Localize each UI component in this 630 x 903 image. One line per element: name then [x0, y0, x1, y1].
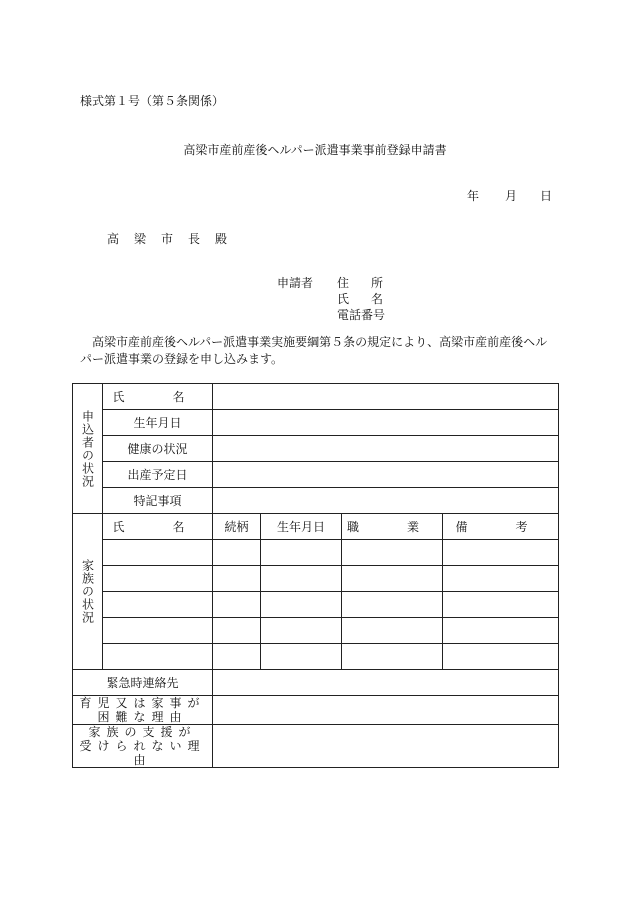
family-occupation-cell[interactable]: [342, 644, 443, 670]
childcare-reason-cell[interactable]: [213, 696, 559, 725]
childcare-reason-label: [73, 696, 213, 725]
form-number: 様式第１号（第５条関係）: [80, 94, 225, 108]
date-year-label: 年: [467, 189, 480, 203]
applicant-row-label: 生年月日: [103, 410, 213, 436]
family-birthdate-cell[interactable]: [261, 618, 342, 644]
family-birthdate-cell[interactable]: [261, 566, 342, 592]
applicant-row-due-date: [73, 462, 559, 488]
family-col-relation: 続柄: [213, 514, 261, 540]
family-support-label: [73, 725, 213, 768]
family-birthdate-cell[interactable]: [261, 644, 342, 670]
family-col-occupation: 職 業: [342, 514, 443, 540]
family-remarks-cell[interactable]: [443, 540, 559, 566]
applicant-phone-label: 電話番号: [337, 308, 386, 322]
family-occupation-cell[interactable]: [342, 540, 443, 566]
family-row: [73, 644, 559, 670]
applicant-due-date-cell[interactable]: [213, 462, 559, 488]
family-name-cell[interactable]: [103, 540, 213, 566]
emergency-contact-label: 緊急時連絡先: [73, 670, 213, 696]
family-name-cell[interactable]: [103, 592, 213, 618]
family-section-heading: 家族の状況: [73, 514, 103, 670]
applicant-row-notes: [73, 488, 559, 514]
family-row: [73, 592, 559, 618]
family-relation-cell[interactable]: [213, 540, 261, 566]
family-birthdate-cell[interactable]: [261, 592, 342, 618]
family-remarks-cell[interactable]: [443, 566, 559, 592]
applicant-row-label: 特記事項: [103, 488, 213, 514]
family-occupation-cell[interactable]: [342, 618, 443, 644]
applicant-section-heading: 申込者の状況: [73, 384, 103, 514]
family-support-cell[interactable]: [213, 725, 559, 768]
date-month-label: 月: [505, 189, 518, 203]
applicant-health-cell[interactable]: [213, 436, 559, 462]
family-row: [73, 540, 559, 566]
document-title: 高梁市産前産後ヘルパー派遣事業事前登録申請書: [183, 143, 447, 157]
date-day-label: 日: [540, 189, 553, 203]
family-name-cell[interactable]: [103, 644, 213, 670]
emergency-contact-row: [73, 670, 559, 696]
family-support-row: [73, 725, 559, 768]
childcare-reason-line2: 困難な理由: [97, 710, 188, 724]
family-header-row: [73, 514, 559, 540]
family-col-name: 氏 名: [103, 514, 213, 540]
family-name-cell[interactable]: [103, 618, 213, 644]
family-relation-cell[interactable]: [213, 644, 261, 670]
family-col-birthdate: 生年月日: [261, 514, 342, 540]
family-relation-cell[interactable]: [213, 566, 261, 592]
family-support-line1: 家族の支援が: [88, 725, 197, 739]
family-relation-cell[interactable]: [213, 618, 261, 644]
registration-table: [72, 383, 559, 768]
applicant-row-label: 氏 名: [103, 384, 213, 410]
applicant-label: 申請者: [277, 276, 314, 290]
family-remarks-cell[interactable]: [443, 644, 559, 670]
family-row: [73, 618, 559, 644]
applicant-row-health: [73, 436, 559, 462]
addressee: 高梁市長殿: [107, 232, 243, 246]
family-relation-cell[interactable]: [213, 592, 261, 618]
family-remarks-cell[interactable]: [443, 592, 559, 618]
family-row: [73, 566, 559, 592]
intro-paragraph: 高梁市産前産後ヘルパー派遣事業実施要綱第５条の規定により、高梁市産前産後ヘルパー派遣事業の登録を申し込みます。: [80, 335, 548, 366]
applicant-name-label: 氏名: [337, 292, 406, 306]
family-occupation-cell[interactable]: [342, 566, 443, 592]
family-name-cell[interactable]: [103, 566, 213, 592]
applicant-row-label: 出産予定日: [103, 462, 213, 488]
applicant-row-name: [73, 384, 559, 410]
applicant-address-label: 住所: [337, 276, 406, 290]
childcare-reason-row: [73, 696, 559, 725]
family-col-remarks: 備 考: [443, 514, 559, 540]
applicant-notes-cell[interactable]: [213, 488, 559, 514]
childcare-reason-line1: 育児又は家事が: [79, 696, 206, 710]
applicant-row-label: 健康の状況: [103, 436, 213, 462]
family-occupation-cell[interactable]: [342, 592, 443, 618]
family-support-line2: 受けられない理由: [79, 739, 206, 767]
applicant-birthdate-cell[interactable]: [213, 410, 559, 436]
applicant-row-birthdate: [73, 410, 559, 436]
emergency-contact-cell[interactable]: [213, 670, 559, 696]
applicant-name-cell[interactable]: [213, 384, 559, 410]
family-birthdate-cell[interactable]: [261, 540, 342, 566]
family-remarks-cell[interactable]: [443, 618, 559, 644]
